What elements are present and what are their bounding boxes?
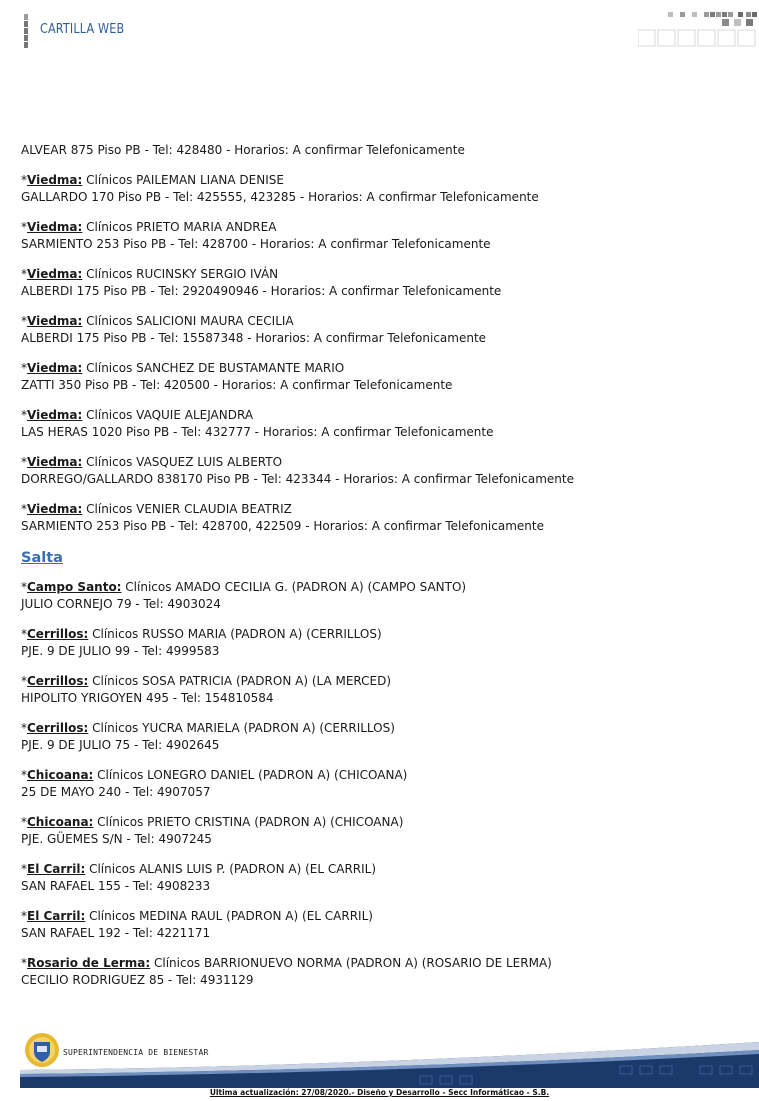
entry-provider: Clínicos PAILEMAN LIANA DENISE bbox=[82, 173, 284, 187]
page-header bbox=[0, 0, 759, 60]
list-item bbox=[21, 814, 746, 848]
entry-location: Viedma: bbox=[27, 408, 83, 422]
entry-address: LAS HERAS 1020 Piso PB - Tel: 432777 - Horarios: A confirmar Telefonicamente bbox=[21, 425, 494, 439]
entry-provider: Clínicos PRIETO CRISTINA (PADRON A) (CHICOANA) bbox=[93, 815, 404, 829]
entry-prefix: * bbox=[21, 815, 27, 829]
entry-location: Viedma: bbox=[27, 314, 83, 328]
entry-provider: Clínicos AMADO CECILIA G. (PADRON A) (CAMPO SANTO) bbox=[121, 580, 467, 594]
entry-provider: Clínicos YUCRA MARIELA (PADRON A) (CERRILLOS) bbox=[88, 721, 395, 735]
entry-provider: Clínicos SANCHEZ DE BUSTAMANTE MARIO bbox=[82, 361, 345, 375]
list-item bbox=[21, 908, 746, 942]
header-title: CARTILLA WEB bbox=[40, 22, 125, 37]
entry-provider: Clínicos RUSSO MARIA (PADRON A) (CERRILLOS) bbox=[88, 627, 382, 641]
list-item bbox=[21, 313, 746, 347]
header-squares-decoration bbox=[638, 12, 758, 48]
list-item bbox=[21, 767, 746, 801]
organization-name: SUPERINTENDENCIA DE BIENESTAR bbox=[63, 1048, 209, 1057]
entry-provider: Clínicos SOSA PATRICIA (PADRON A) (LA MERCED) bbox=[88, 674, 392, 688]
entry-address: HIPOLITO YRIGOYEN 495 - Tel: 154810584 bbox=[21, 691, 274, 705]
entry-location: Rosario de Lerma: bbox=[27, 956, 151, 970]
entry-prefix: * bbox=[21, 956, 27, 970]
list-item bbox=[21, 266, 746, 300]
entry-prefix: * bbox=[21, 627, 27, 641]
entry-location: Chicoana: bbox=[27, 815, 94, 829]
shield-emblem-icon bbox=[24, 1032, 60, 1068]
listing-content bbox=[21, 142, 746, 1002]
entry-provider: Clínicos MEDINA RAUL (PADRON A) (EL CARRIL) bbox=[85, 909, 373, 923]
entry-prefix: * bbox=[21, 909, 27, 923]
entry-prefix: * bbox=[21, 220, 27, 234]
entry-prefix: * bbox=[21, 502, 27, 516]
entry-provider: Clínicos VENIER CLAUDIA BEATRIZ bbox=[82, 502, 292, 516]
entry-prefix: * bbox=[21, 267, 27, 281]
list-item bbox=[21, 219, 746, 253]
section-heading: Salta bbox=[21, 550, 63, 566]
list-item bbox=[21, 626, 746, 660]
entry-prefix: * bbox=[21, 721, 27, 735]
list-item bbox=[21, 861, 746, 895]
list-item bbox=[21, 454, 746, 488]
entry-location: Cerrillos: bbox=[27, 674, 89, 688]
entry-location: Cerrillos: bbox=[27, 721, 89, 735]
footer-wave-graphic bbox=[20, 1030, 759, 1088]
entry-address: GALLARDO 170 Piso PB - Tel: 425555, 423285 - Horarios: A confirmar Telefonicamente bbox=[21, 190, 539, 204]
entry-provider: Clínicos SALICIONI MAURA CECILIA bbox=[82, 314, 294, 328]
entry-prefix: * bbox=[21, 580, 27, 594]
list-item bbox=[21, 720, 746, 754]
entry-address: JULIO CORNEJO 79 - Tel: 4903024 bbox=[21, 597, 221, 611]
entry-location: Viedma: bbox=[27, 173, 83, 187]
entry-location: Viedma: bbox=[27, 455, 83, 469]
entry-provider: Clínicos RUCINSKY SERGIO IVÁN bbox=[82, 267, 279, 281]
entry-address: ALBERDI 175 Piso PB - Tel: 15587348 - Horarios: A confirmar Telefonicamente bbox=[21, 331, 487, 345]
entry-address: PJE. 9 DE JULIO 75 - Tel: 4902645 bbox=[21, 738, 220, 752]
entry-provider: Clínicos VASQUEZ LUIS ALBERTO bbox=[82, 455, 283, 469]
entry-prefix: * bbox=[21, 768, 27, 782]
last-update-note: Ultima actualización: 27/08/2020.- Diseño y Desarrollo - Secc Informáticao - S.B. bbox=[209, 1088, 550, 1097]
entry-address: ZATTI 350 Piso PB - Tel: 420500 - Horarios: A confirmar Telefonicamente bbox=[21, 378, 453, 392]
entry-prefix: * bbox=[21, 361, 27, 375]
list-item bbox=[21, 172, 746, 206]
list-item bbox=[21, 501, 746, 535]
entry-address: SAN RAFAEL 155 - Tel: 4908233 bbox=[21, 879, 211, 893]
entry-prefix: * bbox=[21, 173, 27, 187]
entry-address: SARMIENTO 253 Piso PB - Tel: 428700 - Horarios: A confirmar Telefonicamente bbox=[21, 237, 491, 251]
list-item bbox=[21, 955, 746, 989]
entry-provider: Clínicos ALANIS LUIS P. (PADRON A) (EL CARRIL) bbox=[85, 862, 377, 876]
entry-prefix: * bbox=[21, 314, 27, 328]
entry-address: 25 DE MAYO 240 - Tel: 4907057 bbox=[21, 785, 211, 799]
entry-provider: Clínicos PRIETO MARIA ANDREA bbox=[82, 220, 277, 234]
entry-location: Campo Santo: bbox=[27, 580, 122, 594]
entry-address: ALVEAR 875 Piso PB - Tel: 428480 - Horarios: A confirmar Telefonicamente bbox=[21, 143, 465, 157]
entry-location: Viedma: bbox=[27, 220, 83, 234]
entry-provider: Clínicos VAQUIE ALEJANDRA bbox=[82, 408, 254, 422]
entry-location: Viedma: bbox=[27, 361, 83, 375]
entry-prefix: * bbox=[21, 408, 27, 422]
entry-address: PJE. 9 DE JULIO 99 - Tel: 4999583 bbox=[21, 644, 220, 658]
entry-address: DORREGO/GALLARDO 838170 Piso PB - Tel: 423344 - Horarios: A confirmar Telefonicamente bbox=[21, 472, 574, 486]
list-item bbox=[21, 407, 746, 441]
entry-location: Viedma: bbox=[27, 502, 83, 516]
list-item bbox=[21, 360, 746, 394]
entry-address: PJE. GÜEMES S/N - Tel: 4907245 bbox=[21, 832, 212, 846]
entry-address: SAN RAFAEL 192 - Tel: 4221171 bbox=[21, 926, 211, 940]
entry-address: SARMIENTO 253 Piso PB - Tel: 428700, 422509 - Horarios: A confirmar Telefonicamente bbox=[21, 519, 544, 533]
entry-address: ALBERDI 175 Piso PB - Tel: 2920490946 - Horarios: A confirmar Telefonicamente bbox=[21, 284, 502, 298]
entry-prefix: * bbox=[21, 674, 27, 688]
header-accent-bar bbox=[24, 14, 28, 48]
entry-location: El Carril: bbox=[27, 862, 86, 876]
entry-location: Chicoana: bbox=[27, 768, 94, 782]
entry-prefix: * bbox=[21, 455, 27, 469]
page-footer bbox=[0, 1030, 759, 1101]
list-item bbox=[21, 579, 746, 613]
list-item bbox=[21, 142, 746, 159]
entry-provider: Clínicos BARRIONUEVO NORMA (PADRON A) (ROSARIO DE LERMA) bbox=[150, 956, 552, 970]
entry-location: Cerrillos: bbox=[27, 627, 89, 641]
entry-location: El Carril: bbox=[27, 909, 86, 923]
entry-location: Viedma: bbox=[27, 267, 83, 281]
entry-address: CECILIO RODRIGUEZ 85 - Tel: 4931129 bbox=[21, 973, 254, 987]
list-item bbox=[21, 673, 746, 707]
entry-provider: Clínicos LONEGRO DANIEL (PADRON A) (CHICOANA) bbox=[93, 768, 408, 782]
entry-prefix: * bbox=[21, 862, 27, 876]
